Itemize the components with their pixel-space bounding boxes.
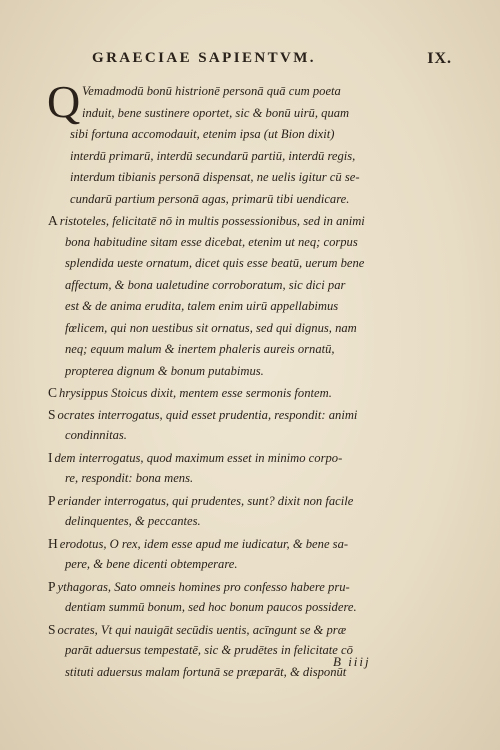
text-line [48, 253, 448, 275]
text-line [48, 275, 448, 297]
line-text: eriander interrogatus, qui prudentes, sunt? dixit non facile [57, 493, 354, 508]
text-line [48, 318, 448, 340]
paragraph-initial: S [48, 621, 56, 637]
paragraph-initial: S [48, 406, 56, 422]
paragraph-initial: I [48, 449, 53, 465]
text-line [48, 210, 448, 232]
text-line [48, 232, 448, 254]
line-text: est & de anima erudita, talem enim uirū appellabimus [65, 299, 339, 313]
line-text: interdū primarū, interdū secundarū partiū, interdū regis, [70, 148, 356, 163]
text-line [48, 103, 448, 125]
text-line [48, 576, 448, 598]
line-text: interdum tibianis personā dispensat, ne uelis igitur cū se- [70, 170, 360, 184]
text-line [48, 382, 448, 404]
line-text: re, respondit: bona mens. [65, 471, 194, 485]
line-text: dem interrogatus, quod maximum esset in minimo corpo- [54, 450, 343, 465]
line-text: ocrates, Vt qui nauigāt secūdis uentis, acīngunt se & præ [57, 622, 347, 637]
line-text: stituti aduersus malam fortunā se præparāt, & disponūt [65, 664, 347, 679]
text-line [48, 361, 448, 383]
line-text: parāt aduersus tempestatē, sic & prudētes in felicitate cō [65, 643, 353, 657]
text-line [48, 146, 448, 168]
line-text: neq; equum malum & inertem phaleris aureis ornatū, [65, 342, 335, 356]
text-line [48, 339, 448, 361]
line-text: pere, & bene dicenti obtemperare. [65, 557, 238, 571]
text-block [47, 76, 448, 683]
line-text: condinnitas. [65, 428, 127, 442]
text-line [48, 124, 448, 146]
text-line [48, 404, 448, 426]
line-text: ythagoras, Sato omneis homines pro confesso habere pru- [57, 579, 350, 594]
text-line [48, 511, 448, 533]
text-line [48, 81, 448, 103]
text-line [48, 296, 448, 318]
line-text: bona habitudine sitam esse dicebat, etenim ut neq; corpus [65, 234, 358, 249]
text-line [48, 533, 448, 555]
drop-cap: Q [47, 76, 81, 127]
text-line [48, 490, 448, 512]
line-text: delinquentes, & peccantes. [65, 514, 201, 528]
line-text: fœlicem, qui non uestibus sit ornatus, sed qui dignus, nam [65, 320, 357, 335]
paragraph-initial: H [48, 535, 58, 551]
signature-mark: B iiij [333, 654, 371, 669]
line-text: affectum, & bona ualetudine corroboratum, sic dici par [65, 277, 346, 292]
line-text: dentiam summū bonum, sed hoc bonum paucos possidere. [65, 600, 357, 614]
paragraph-initial: P [48, 492, 56, 508]
line-text: propterea dignum & bonum putabimus. [65, 363, 264, 378]
text-line [48, 425, 448, 447]
text-line [48, 554, 448, 576]
text-line [48, 468, 448, 490]
line-text: sibi fortuna accomodauit, etenim ipsa (ut Bion dixit) [70, 127, 335, 141]
text-line [48, 662, 448, 684]
page-header [92, 50, 452, 72]
text-line [48, 167, 448, 189]
text-line [48, 189, 448, 211]
line-text: induit, bene sustinere oportet, sic & bonū uirū, quam [82, 105, 350, 120]
line-text: Vemadmodū bonū histrionē personā quā cum poeta [82, 84, 341, 98]
text-line [48, 640, 448, 662]
line-text: ristoteles, felicitatē nō in multis possessionibus, sed in animi [59, 214, 365, 228]
line-text: ocrates interrogatus, quid esset prudentia, respondit: animi [57, 407, 358, 422]
line-text: erodotus, O rex, idem esse apud me iudicatur, & bene sa- [59, 536, 349, 551]
text-line [48, 447, 448, 469]
line-text: cundarū partium personā agas, primarū tibi uendicare. [70, 191, 350, 206]
text-line [48, 597, 448, 619]
line-text: hrysippus Stoicus dixit, mentem esse sermonis fontem. [59, 386, 332, 400]
page-number: IX. [427, 50, 452, 67]
paragraph-initial: A [48, 213, 58, 228]
running-title: GRAECIAE SAPIENTVM. [92, 50, 316, 66]
line-text: splendida ueste ornatum, dicet quis esse beatū, uerum bene [65, 256, 365, 270]
paragraph-initial: C [48, 385, 58, 400]
text-line [48, 619, 448, 641]
paragraph-initial: P [48, 578, 56, 594]
